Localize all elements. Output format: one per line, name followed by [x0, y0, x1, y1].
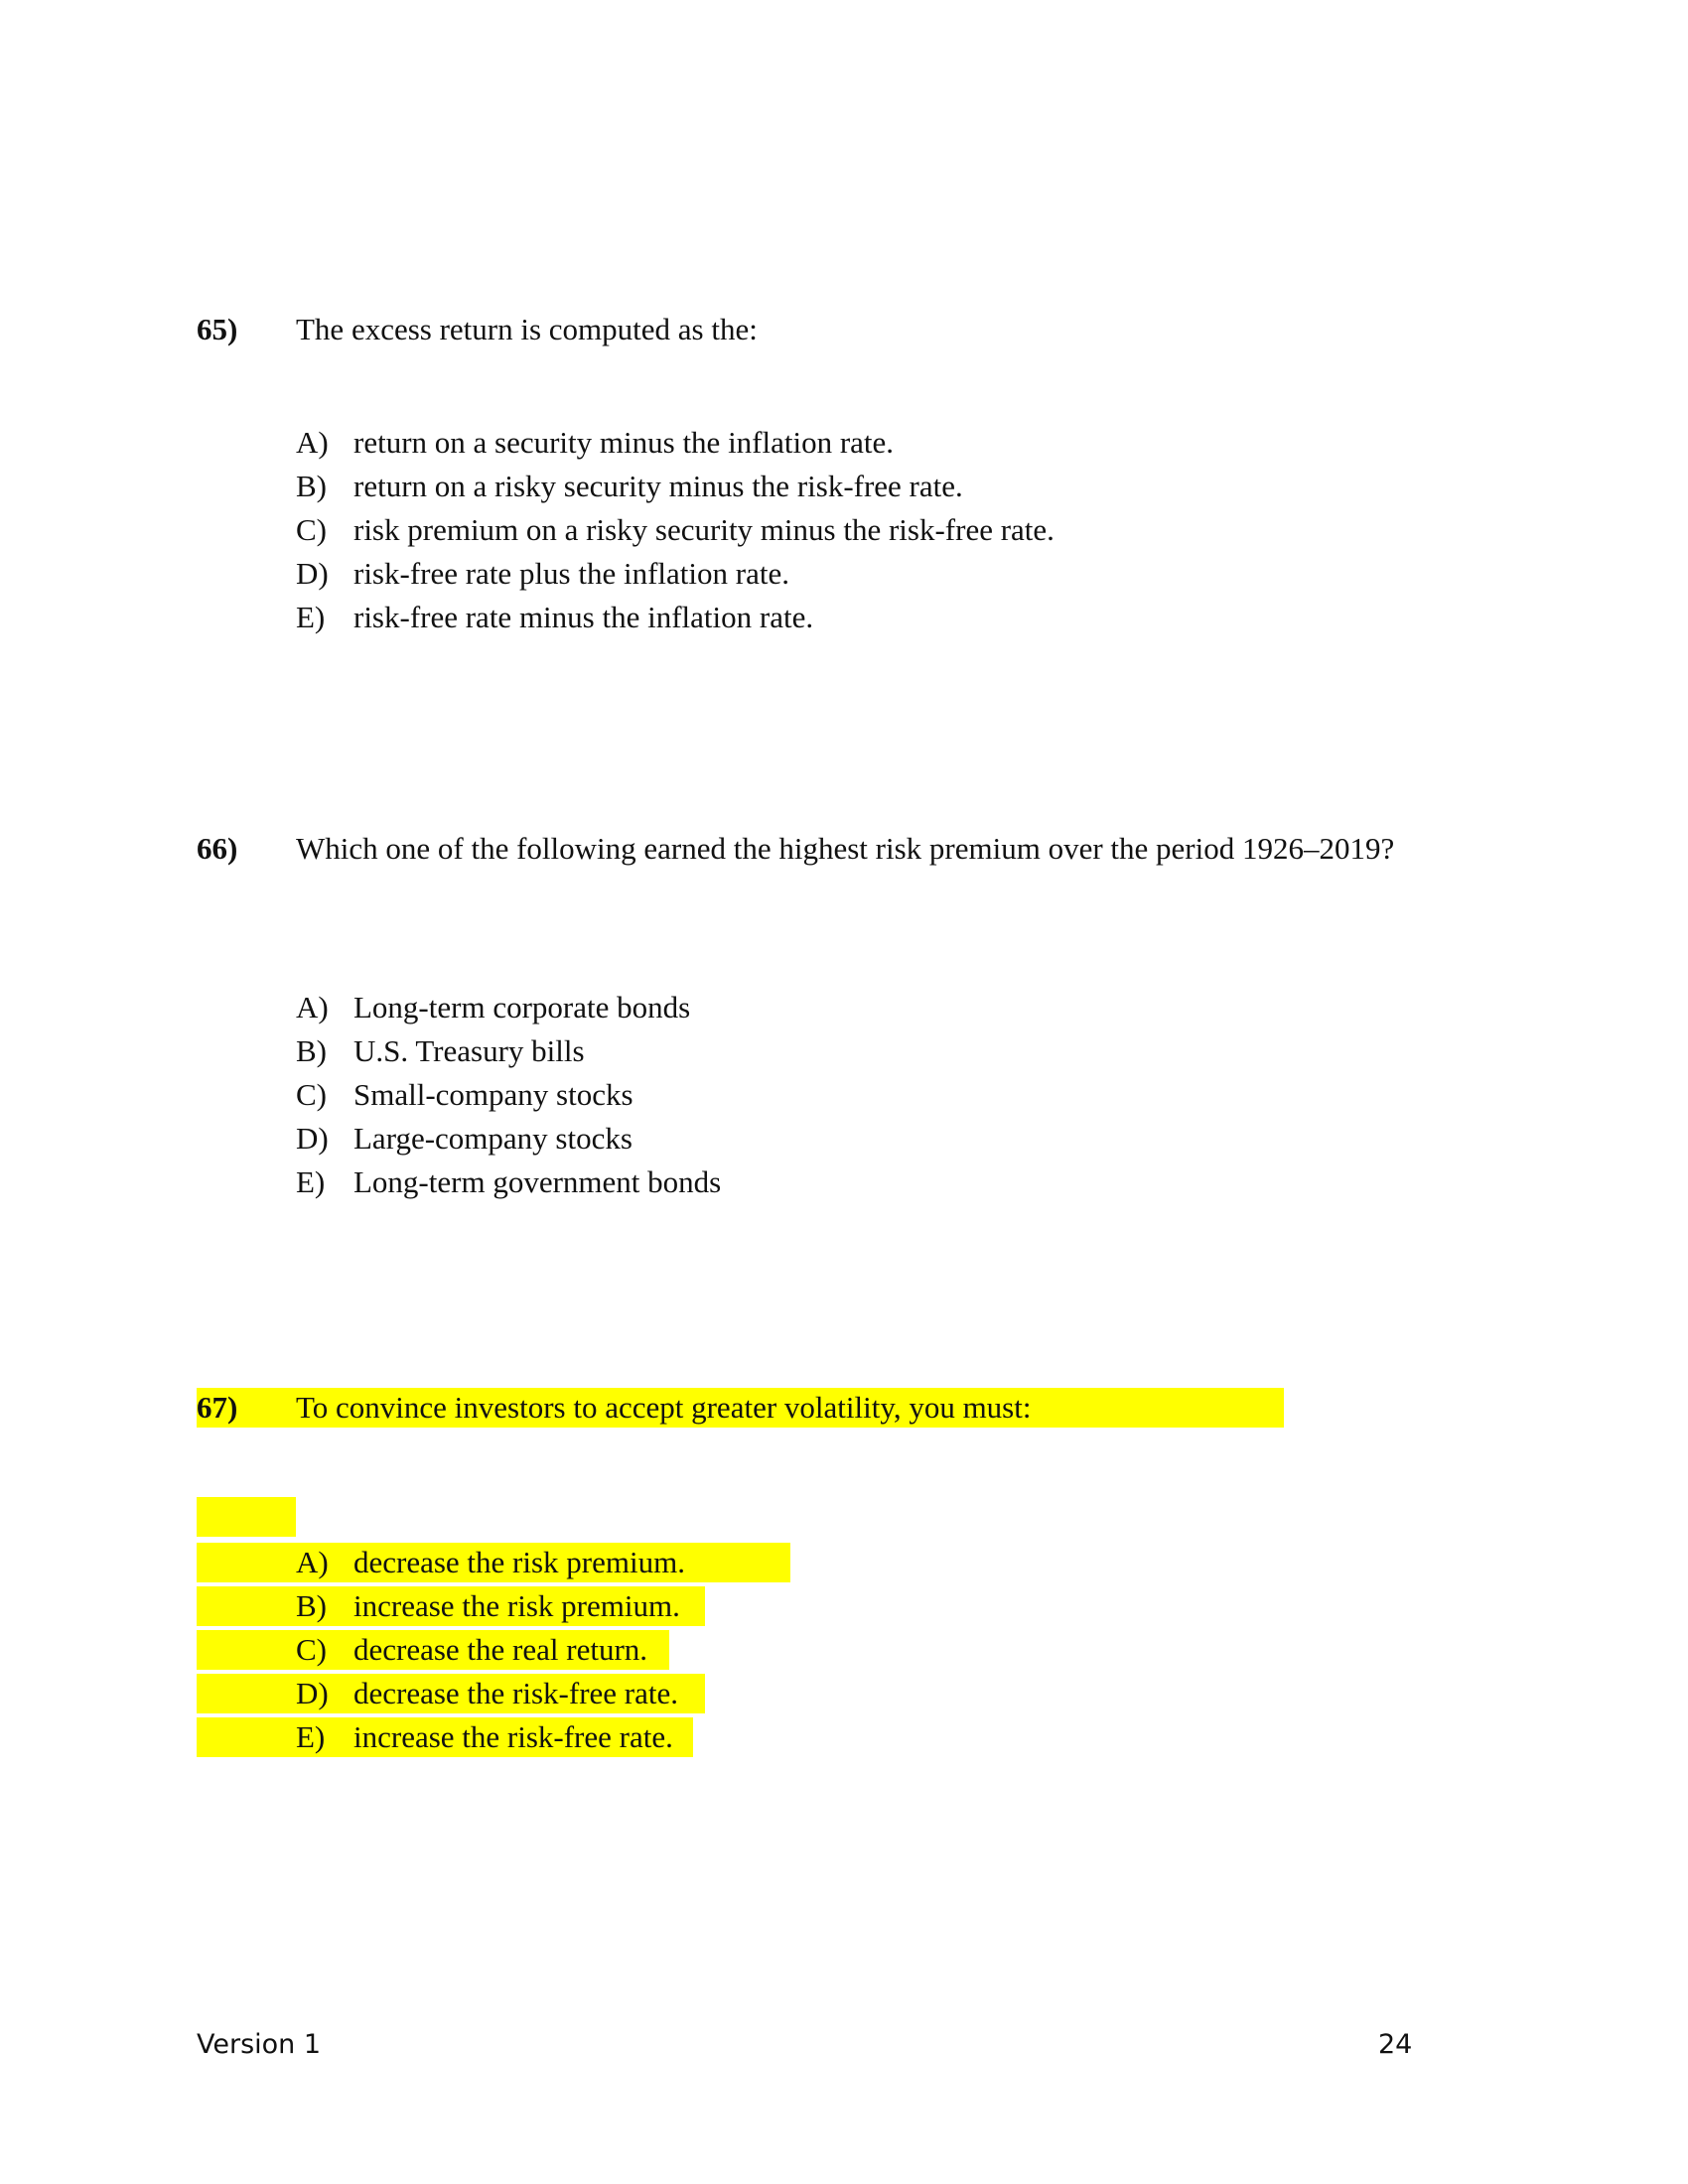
blank-line-highlight — [197, 1497, 296, 1537]
option-letter: E) — [296, 600, 326, 634]
question-text: Which one of the following earned the highest risk premium over the period 1926–2019? — [296, 831, 1395, 866]
option-text: Small-company stocks — [353, 1077, 633, 1112]
question-number: 66) — [197, 831, 238, 866]
option-text: Long-term corporate bonds — [353, 990, 691, 1024]
question-number: 65) — [197, 312, 238, 346]
option-letter: D) — [296, 556, 329, 591]
question-number: 67) — [197, 1390, 238, 1425]
option-a — [296, 986, 690, 1029]
option-text: risk-free rate plus the inflation rate. — [353, 556, 789, 591]
option-letter: A) — [296, 1545, 329, 1579]
option-a — [296, 421, 894, 465]
option-d — [296, 552, 789, 596]
option-letter: C) — [296, 1077, 327, 1112]
option-text: risk premium on a risky security minus the risk-free rate. — [353, 512, 1055, 547]
option-letter: B) — [296, 1588, 327, 1623]
option-b — [296, 465, 963, 508]
option-text: risk-free rate minus the inflation rate. — [353, 600, 814, 634]
footer-page-number: 24 — [1378, 2029, 1413, 2060]
option-c — [296, 1073, 633, 1117]
option-c — [296, 1628, 647, 1672]
option-e — [296, 596, 813, 639]
option-letter: E) — [296, 1164, 326, 1199]
option-letter: C) — [296, 512, 327, 547]
option-text: increase the risk premium. — [353, 1588, 680, 1623]
question-text: To convince investors to accept greater volatility, you must: — [296, 1390, 1032, 1425]
option-text: U.S. Treasury bills — [353, 1033, 585, 1068]
option-b — [296, 1584, 680, 1628]
option-e — [296, 1160, 721, 1204]
option-letter: E) — [296, 1719, 326, 1754]
option-letter: A) — [296, 425, 329, 460]
option-text: decrease the real return. — [353, 1632, 648, 1667]
option-text: decrease the risk premium. — [353, 1545, 685, 1579]
footer-version: Version 1 — [197, 2029, 322, 2060]
option-letter: A) — [296, 990, 329, 1024]
option-text: Long-term government bonds — [353, 1164, 722, 1199]
option-d — [296, 1117, 633, 1160]
option-letter: C) — [296, 1632, 327, 1667]
option-d — [296, 1672, 678, 1715]
option-b — [296, 1029, 585, 1073]
option-e — [296, 1715, 673, 1759]
option-c — [296, 508, 1055, 552]
option-letter: B) — [296, 469, 327, 503]
option-letter: D) — [296, 1676, 329, 1710]
option-a — [296, 1541, 685, 1584]
option-letter: B) — [296, 1033, 327, 1068]
option-letter: D) — [296, 1121, 329, 1156]
option-text: return on a risky security minus the risk-free rate. — [353, 469, 963, 503]
question-text: The excess return is computed as the: — [296, 312, 758, 346]
option-text: return on a security minus the inflation rate. — [353, 425, 895, 460]
option-text: increase the risk-free rate. — [353, 1719, 673, 1754]
option-text: Large-company stocks — [353, 1121, 633, 1156]
option-text: decrease the risk-free rate. — [353, 1676, 678, 1710]
